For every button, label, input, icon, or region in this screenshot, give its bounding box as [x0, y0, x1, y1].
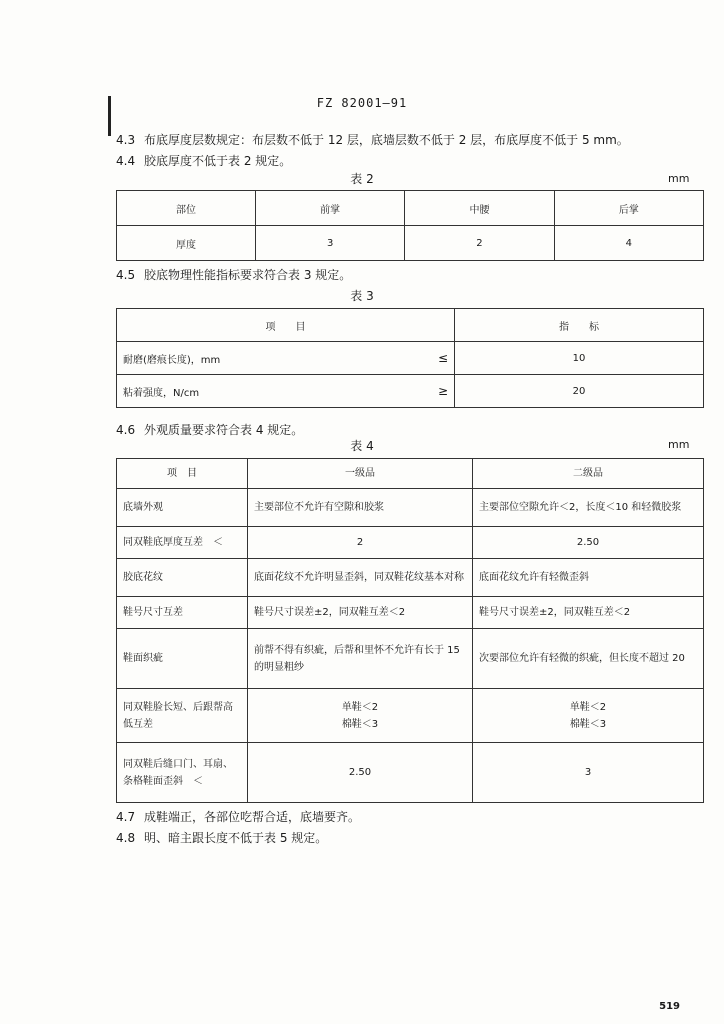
clause-text: 外观质量要求符合表 4 规定。	[144, 423, 304, 437]
cell-line: 单鞋＜2	[569, 701, 607, 713]
table2-caption: 表 2	[350, 172, 374, 186]
table-header-cell: 后掌	[554, 191, 703, 226]
table-row	[117, 527, 704, 559]
clause-4-6	[116, 421, 303, 438]
table-row	[117, 489, 704, 527]
table4-caption: 表 4	[350, 439, 374, 453]
table-cell: 2	[405, 226, 554, 261]
table-cell: 底墙外观	[117, 489, 248, 527]
clause-4-4	[116, 152, 291, 169]
table-row	[117, 559, 704, 597]
table-cell: 胶底花纹	[117, 559, 248, 597]
table2-unit: mm	[668, 172, 690, 185]
table-cell: 3	[473, 743, 704, 803]
item-label: 耐磨(磨痕长度)，mm	[123, 354, 221, 366]
table-header-cell: 二级品	[473, 459, 704, 489]
table-cell: 同双鞋后缝口门、耳扇、条格鞋面歪斜 ＜	[117, 743, 248, 803]
table-cell	[473, 689, 704, 743]
table-cell: 底面花纹允许有轻微歪斜	[473, 559, 704, 597]
clause-text: 明、暗主跟长度不低于表 5 规定。	[144, 831, 328, 845]
table-row	[117, 459, 704, 489]
table-header-cell: 一级品	[248, 459, 473, 489]
clause-number: 4.8	[116, 831, 136, 845]
standard-code: FZ 82001—91	[316, 96, 408, 110]
table-cell: 鞋号尺寸误差±2，同双鞋互差＜2	[473, 597, 704, 629]
table-cell: 次要部位允许有轻微的织疵，但长度不超过 20	[473, 629, 704, 689]
table-cell: 鞋面织疵	[117, 629, 248, 689]
clause-text: 胶底厚度不低于表 2 规定。	[144, 154, 292, 168]
table4-unit: mm	[668, 438, 690, 451]
table-cell: 同双鞋底厚度互差 ＜	[117, 527, 248, 559]
table-2	[116, 190, 704, 261]
table-4	[116, 458, 704, 803]
clause-4-3	[116, 131, 629, 148]
table-header-cell: 项 目	[117, 309, 455, 342]
table-row	[117, 375, 704, 408]
table-row	[117, 226, 704, 261]
clause-text: 胶底物理性能指标要求符合表 3 规定。	[144, 268, 352, 282]
clause-4-7	[116, 808, 360, 825]
clause-number: 4.7	[116, 810, 136, 824]
table-cell: 底面花纹不允许明显歪斜，同双鞋花纹基本对称	[248, 559, 473, 597]
clause-4-8	[116, 829, 327, 846]
clause-number: 4.5	[116, 268, 136, 282]
table-cell: 鞋号尺寸互差	[117, 597, 248, 629]
table-header-cell: 部位	[117, 191, 256, 226]
table-row	[117, 743, 704, 803]
table-cell: 2	[248, 527, 473, 559]
table-3	[116, 308, 704, 408]
table3-caption: 表 3	[350, 289, 374, 303]
clause-4-5	[116, 266, 351, 283]
table-cell: 主要部位空隙允许＜2，长度＜10 和轻微胶浆	[473, 489, 704, 527]
table-cell: 3	[256, 226, 405, 261]
cell-line: 棉鞋＜3	[569, 718, 607, 730]
table-cell: 鞋号尺寸误差±2，同双鞋互差＜2	[248, 597, 473, 629]
table-cell	[117, 375, 455, 408]
table-cell: 4	[554, 226, 703, 261]
clause-number: 4.4	[116, 154, 136, 168]
table-row	[117, 191, 704, 226]
page-number: 519	[659, 1001, 680, 1012]
clause-number: 4.3	[116, 133, 136, 147]
operator-symbol: ≥	[437, 383, 448, 398]
clause-number: 4.6	[116, 423, 136, 437]
clause-text: 成鞋端正，各部位吃帮合适，底墙要齐。	[144, 810, 361, 824]
table-row	[117, 309, 704, 342]
table-cell: 同双鞋脸长短、后跟帮高低互差	[117, 689, 248, 743]
operator-symbol: ≤	[437, 350, 448, 365]
table-header-cell: 前掌	[256, 191, 405, 226]
table-cell: 前帮不得有织疵，后帮和里怀不允许有长于 15 的明显粗纱	[248, 629, 473, 689]
cell-line: 棉鞋＜3	[341, 718, 379, 730]
clause-text: 布底厚度层数规定：布层数不低于 12 层，底墙层数不低于 2 层，布底厚度不低于 5 mm。	[144, 133, 629, 147]
table-header-cell: 中腰	[405, 191, 554, 226]
table-cell: 2.50	[248, 743, 473, 803]
table-cell	[248, 689, 473, 743]
table-cell: 10	[455, 342, 704, 375]
table-row	[117, 342, 704, 375]
table-row	[117, 597, 704, 629]
table-cell: 20	[455, 375, 704, 408]
table-header-cell: 项 目	[117, 459, 248, 489]
table-row	[117, 689, 704, 743]
table-cell	[117, 342, 455, 375]
table-header-cell: 指 标	[455, 309, 704, 342]
cell-line: 单鞋＜2	[341, 701, 379, 713]
item-label: 粘着强度，N/cm	[123, 387, 200, 399]
table-row	[117, 629, 704, 689]
table-cell: 主要部位不允许有空隙和胶浆	[248, 489, 473, 527]
table-cell: 厚度	[117, 226, 256, 261]
table-cell: 2.50	[473, 527, 704, 559]
